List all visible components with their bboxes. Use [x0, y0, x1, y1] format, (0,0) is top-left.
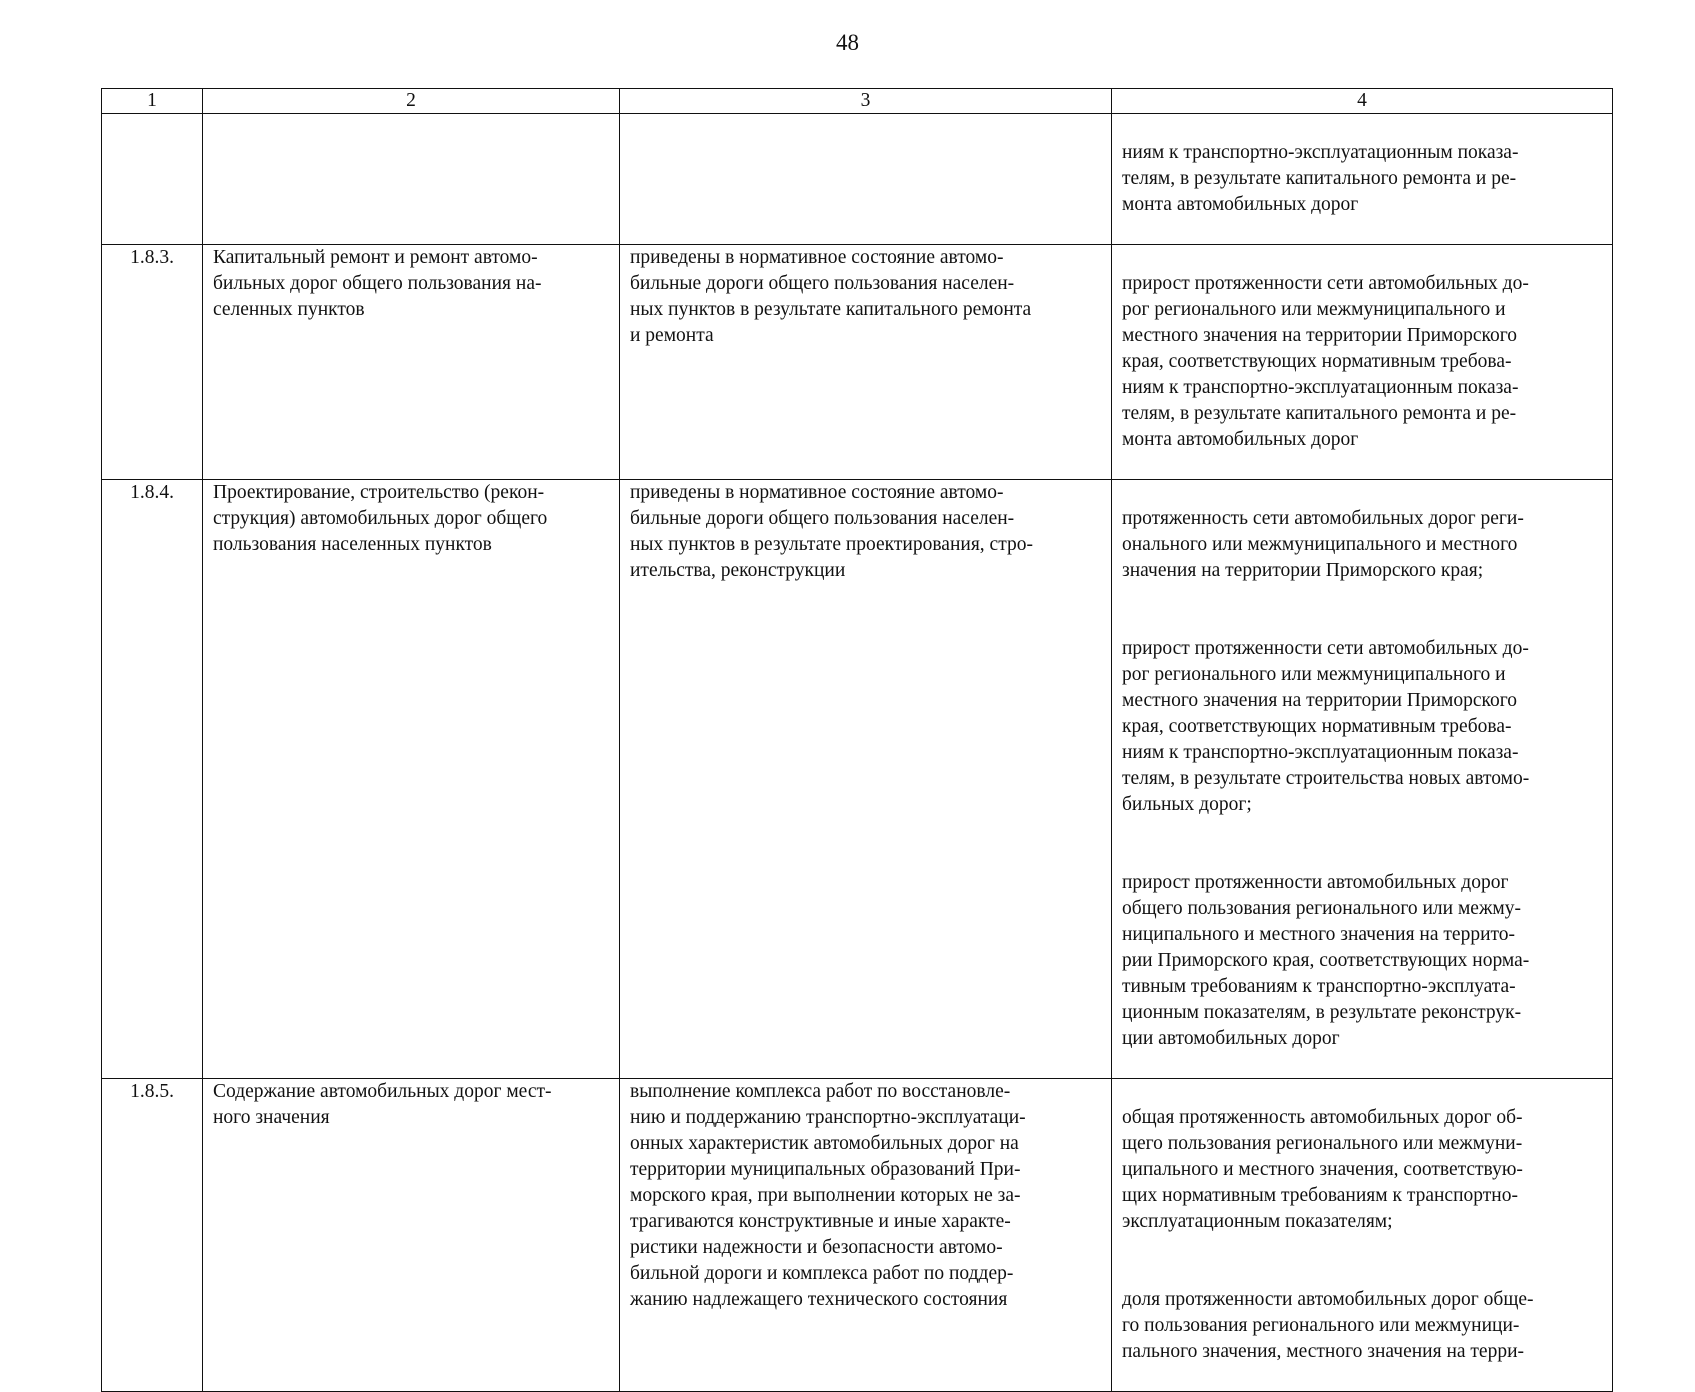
row-number: 1.8.4.	[102, 480, 203, 1079]
indicator-text: протяженность сети автомобильных дорог реги- онального или межмуниципального и местного значения на территории Приморского края;	[1122, 508, 1524, 581]
indicator-text: прирост протяженности сети автомобильных до- рог регионального или межмуниципального и местного значения на территории Приморского края, соответствующих нормативным требова- ниям к транспортно-эксплуатационным показа- телям, в результате строительства новых автомо- бильных дорог;	[1122, 638, 1530, 815]
header-cell-4: 4	[1112, 89, 1613, 114]
activity-name	[203, 114, 620, 245]
activity-name: Содержание автомобильных дорог мест- ного значения	[203, 1079, 620, 1392]
indicators-cell	[1112, 114, 1613, 245]
expected-result	[620, 114, 1112, 245]
activity-name: Капитальный ремонт и ремонт автомо- бильных дорог общего пользования на- селенных пунктов	[203, 245, 620, 480]
table-row	[102, 1079, 1613, 1392]
header-cell-3: 3	[620, 89, 1112, 114]
expected-result: приведены в нормативное состояние автомо- бильные дороги общего пользования населен- ных пунктов в результате проектирования, стро- ительства, реконструкции	[620, 480, 1112, 1079]
indicators-cell	[1112, 480, 1613, 1079]
expected-result: приведены в нормативное состояние автомо- бильные дороги общего пользования населен- ных пунктов в результате капитального ремонта и ремонта	[620, 245, 1112, 480]
table-header-row	[102, 89, 1613, 114]
table-row	[102, 480, 1613, 1079]
row-number: 1.8.3.	[102, 245, 203, 480]
row-number	[102, 114, 203, 245]
activity-name: Проектирование, строительство (рекон- струкция) автомобильных дорог общего пользования населенных пунктов	[203, 480, 620, 1079]
indicator-text: общая протяженность автомобильных дорог об- щего пользования регионального или межмуни- ципального и местного значения, соответствую- щих нормативным требованиям к транспортно- эксплуатационным показателям;	[1122, 1107, 1523, 1232]
table-row	[102, 245, 1613, 480]
indicators-cell	[1112, 1079, 1613, 1392]
main-table	[101, 88, 1613, 1392]
expected-result: выполнение комплекса работ по восстановле- нию и поддержанию транспортно-эксплуатаци- онных характеристик автомобильных дорог на территории муниципальных образований При- морского края, при выполнении которых не за- трагиваются конструктивные и иные характе- ристики надежности и безопасности автомо- бильной дороги и комплекса работ по поддер- жанию надлежащего технического состояния	[620, 1079, 1112, 1392]
indicators-cell	[1112, 245, 1613, 480]
indicator-text: ниям к транспортно-эксплуатационным показа- телям, в результате капитального ремонта и ре- монта автомобильных дорог	[1122, 142, 1519, 215]
header-cell-1: 1	[102, 89, 203, 114]
page-number: 48	[836, 30, 859, 55]
indicator-text: прирост протяженности автомобильных дорог общего пользования регионального или межму- ниципального и местного значения на террито- рии Приморского края, соответствующих норма- тивным требованиям к транспортно-эксплуата- ционным показателям, в результате реконструк- ции автомобильных дорог	[1122, 872, 1530, 1049]
table-row	[102, 114, 1613, 245]
indicator-text: доля протяженности автомобильных дорог обще- го пользования регионального или межмуници- пального значения, местного значения на терри-	[1122, 1289, 1534, 1362]
header-cell-2: 2	[203, 89, 620, 114]
row-number: 1.8.5.	[102, 1079, 203, 1392]
indicator-text: прирост протяженности сети автомобильных до- рог регионального или межмуниципального и местного значения на территории Приморского края, соответствующих нормативным требова- ниям к транспортно-эксплуатационным показа- телям, в результате капитального ремонта и ре- монта автомобильных дорог	[1122, 273, 1529, 450]
